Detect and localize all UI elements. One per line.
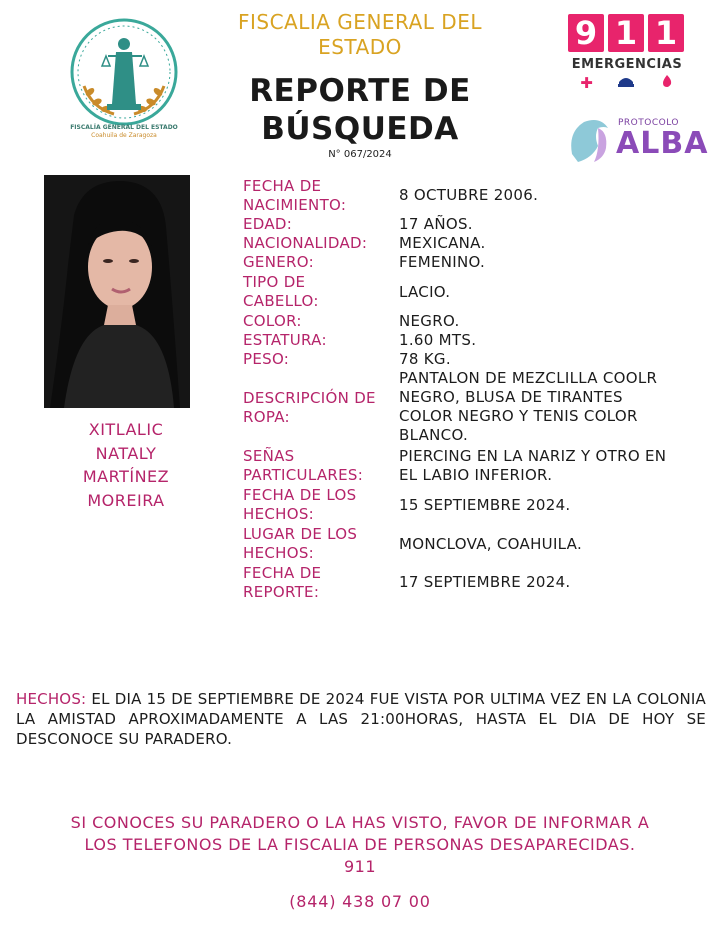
label-peso: PESO:	[243, 350, 290, 368]
value-line: BLANCO.	[399, 426, 469, 444]
label-fecha-hechos	[243, 486, 393, 524]
value-descripcion-ropa	[399, 369, 701, 445]
name-line: NATALY	[95, 443, 157, 463]
label-line: ROPA:	[243, 408, 290, 426]
hechos-label: HECHOS:	[16, 690, 87, 708]
label-color: COLOR:	[243, 312, 302, 330]
logo-caption-line2: Coahuila de Zaragoza	[91, 132, 157, 139]
notice-line: LOS TELEFONOS DE LA FISCALIA DE PERSONAS DESAPARECIDAS.	[84, 835, 636, 854]
digit: 9	[568, 14, 604, 52]
label-line: FECHA DE	[243, 564, 322, 582]
label-line: PARTICULARES:	[243, 466, 364, 484]
label-line: REPORTE:	[243, 583, 320, 601]
value-line: EL LABIO INFERIOR.	[399, 466, 553, 484]
label-line: LUGAR DE LOS	[243, 525, 358, 543]
value-lugar-hechos: MONCLOVA, COAHUILA.	[399, 535, 583, 553]
label-line: FECHA DE	[243, 177, 322, 195]
value-tipo-cabello: LACIO.	[399, 283, 451, 301]
value-fecha-hechos: 15 SEPTIEMBRE 2024.	[399, 496, 571, 514]
hechos-text: EL DIA 15 DE SEPTIEMBRE DE 2024 FUE VISTA POR ULTIMA VEZ EN LA COLONIA LA AMISTAD APROXIMADAMENTE A LAS 21:00HORAS, HASTA EL DIA DE HOY SE DESCONOCE SU PARADERO.	[16, 690, 706, 748]
label-line: HECHOS:	[243, 505, 314, 523]
emergency-911-badge	[568, 14, 686, 92]
value-senas-particulares	[399, 447, 701, 485]
label-line: NACIMIENTO:	[243, 196, 347, 214]
portrait-image	[44, 175, 190, 408]
value-line: NEGRO, BLUSA DE TIRANTES	[399, 388, 623, 406]
page-title	[200, 72, 520, 148]
label-edad: EDAD:	[243, 215, 293, 233]
label-line: CABELLO:	[243, 292, 319, 310]
value-line: PANTALON DE MEZCLILLA COOLR	[399, 369, 658, 387]
fire-icon	[660, 74, 674, 92]
logo-caption-line1: FISCALÍA GENERAL DEL ESTADO	[70, 124, 178, 131]
agency-name	[200, 10, 520, 60]
digit: 1	[648, 14, 684, 52]
protocolo-alba-logo	[564, 112, 709, 168]
name-line: XITLALIC	[88, 420, 164, 439]
label-line: SEÑAS	[243, 447, 295, 465]
police-cap-icon	[617, 74, 635, 92]
alba-label: ALBA	[616, 126, 709, 161]
phone-number: (844) 438 07 00	[289, 892, 431, 911]
label-descripcion-ropa	[243, 389, 393, 427]
digits-row	[568, 14, 686, 52]
label-line: HECHOS:	[243, 544, 314, 562]
value-edad: 17 AÑOS.	[399, 215, 473, 233]
emergency-icons	[568, 74, 686, 92]
contact-notice	[20, 812, 700, 878]
agency-line2: ESTADO	[318, 35, 402, 59]
label-genero: GENERO:	[243, 253, 314, 271]
value-fecha-reporte: 17 SEPTIEMBRE 2024.	[399, 573, 571, 591]
report-number: N° 067/2024	[328, 149, 392, 160]
alba-protocolo-label: PROTOCOLO	[618, 118, 679, 128]
label-fecha-reporte	[243, 564, 393, 602]
cross-icon: ✚	[580, 74, 593, 92]
person-photo	[44, 175, 190, 408]
value-genero: FEMENINO.	[399, 253, 486, 271]
value-nacionalidad: MEXICANA.	[399, 234, 486, 252]
label-line: TIPO DE	[243, 273, 306, 291]
label-senas-particulares	[243, 447, 393, 485]
emergencias-label: EMERGENCIAS	[571, 57, 683, 72]
value-color: NEGRO.	[399, 312, 460, 330]
logo-caption	[55, 124, 193, 140]
hechos-paragraph	[16, 689, 706, 749]
title-line1: REPORTE DE	[249, 73, 471, 109]
name-line: MARTÍNEZ	[82, 467, 170, 486]
value-estatura: 1.60 MTS.	[399, 331, 477, 349]
value-line: PIERCING EN LA NARIZ Y OTRO EN	[399, 447, 667, 465]
agency-line1: FISCALIA GENERAL DEL	[237, 10, 482, 34]
justice-emblem-icon	[62, 16, 186, 128]
label-lugar-hechos	[243, 525, 393, 563]
label-tipo-cabello	[243, 273, 393, 311]
notice-line: SI CONOCES SU PARADERO O LA HAS VISTO, FAVOR DE INFORMAR A	[70, 813, 650, 832]
title-line2: BÚSQUEDA	[261, 111, 459, 147]
label-estatura: ESTATURA:	[243, 331, 327, 349]
notice-emergency-number: 911	[343, 857, 377, 876]
person-name	[60, 418, 192, 512]
value-peso: 78 KG.	[399, 350, 451, 368]
label-line: FECHA DE LOS	[243, 486, 357, 504]
value-line: COLOR NEGRO Y TENIS COLOR	[399, 407, 638, 425]
label-line: DESCRIPCIÓN DE	[243, 389, 376, 407]
label-fecha-nacimiento	[243, 177, 393, 215]
name-line: MOREIRA	[87, 490, 165, 510]
alba-face-icon	[564, 114, 616, 166]
value-fecha-nacimiento: 8 OCTUBRE 2006.	[399, 186, 539, 204]
digit: 1	[608, 14, 644, 52]
label-nacionalidad: NACIONALIDAD:	[243, 234, 368, 252]
